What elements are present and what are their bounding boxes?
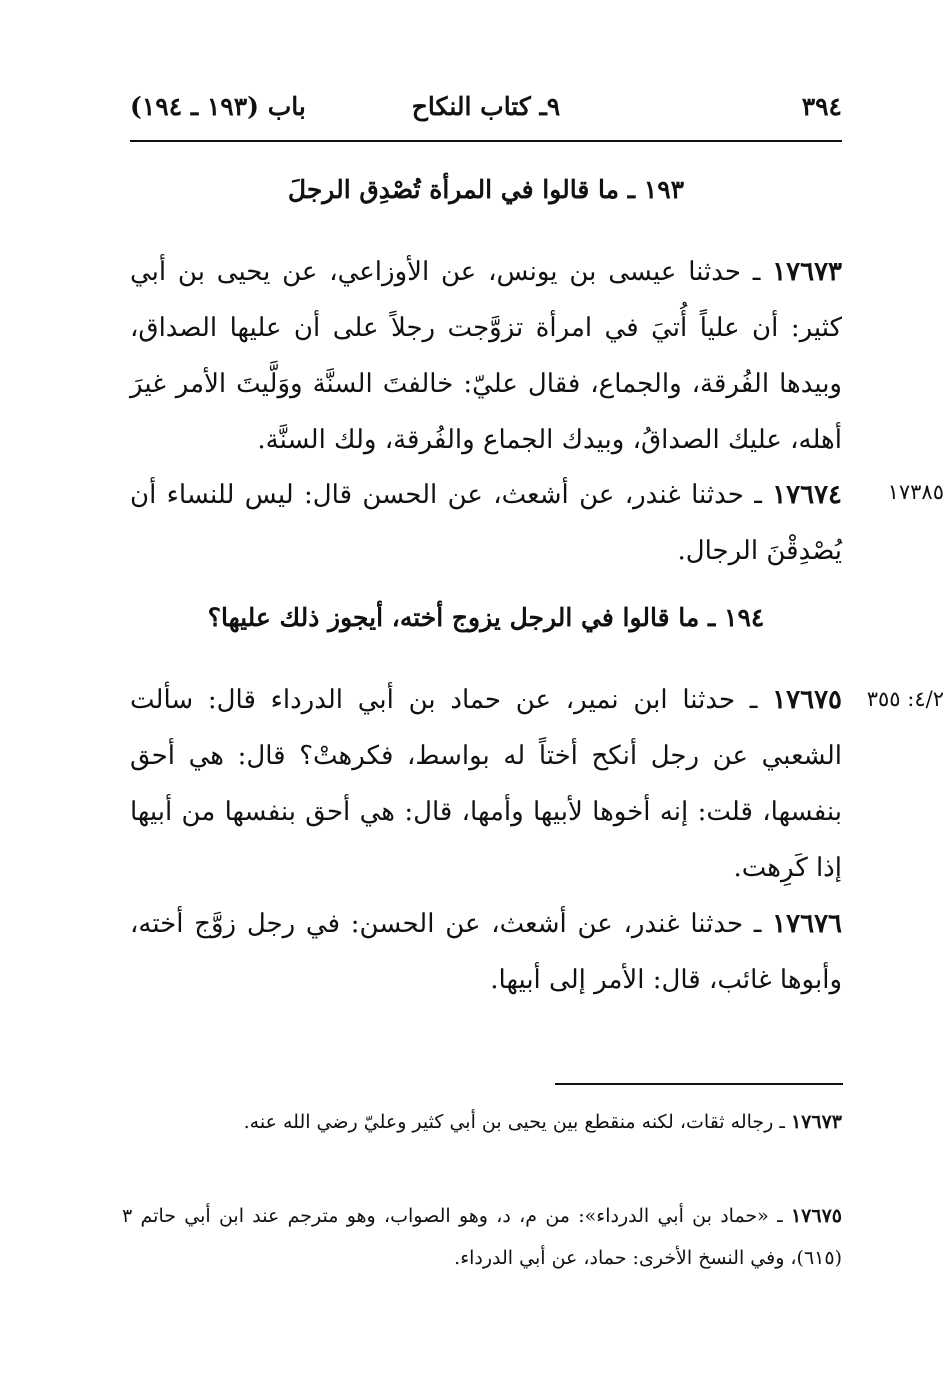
hadith-text: ـ حدثنا غندر، عن أشعث، عن الحسن: في رجل زوَّج أخته، وأبوها غائب، قال: الأمر إلى أبيها. bbox=[130, 909, 842, 995]
hadith-17675 bbox=[130, 672, 842, 896]
header-rule bbox=[130, 140, 842, 142]
footnote-number: ١٧٦٧٣ bbox=[790, 1111, 842, 1133]
footnote-text: ـ «حماد بن أبي الدرداء»: من م، د، وهو الصواب، وهو مترجم عند ابن أبي حاتم ٣ (٦١٥)، وفي النسخ الأخرى: حماد، عن أبي الدرداء. bbox=[122, 1205, 842, 1269]
margin-ref-17385: ١٧٣٨٥ bbox=[887, 480, 944, 504]
hadith-text: ـ حدثنا غندر، عن أشعث، عن الحسن قال: ليس للنساء أن يُصْدِقْنَ الرجال. bbox=[130, 480, 842, 566]
footnote-17675 bbox=[122, 1195, 842, 1279]
footnote-rule bbox=[555, 1083, 843, 1085]
hadith-17674 bbox=[130, 467, 842, 579]
hadith-number: ١٧٦٧٥ bbox=[772, 685, 843, 715]
margin-ref-4-2-355: ٤/٢: ٣٥٥ bbox=[866, 687, 944, 711]
chapter-title-194: ١٩٤ ـ ما قالوا في الرجل يزوج أخته، أيجوز ذلك عليها؟ bbox=[207, 603, 765, 632]
hadith-number: ١٧٦٧٣ bbox=[772, 257, 843, 287]
book-title: ٩ـ كتاب النكاح bbox=[411, 92, 561, 121]
hadith-text: ـ حدثنا عيسى بن يونس، عن الأوزاعي، عن يحيى بن أبي كثير: أن علياً أُتيَ في امرأة تزوَّجت رجلاً على أن عليها الصداق، وبيدها الفُرقة، والجماع، فقال عليّ: خالفتَ السنَّة ووَلَّيتَ الأمر غيرَ أهله، عليك الصداقُ، وبيدك الجماع والفُرقة، ولك السنَّة. bbox=[130, 257, 842, 455]
chapter-range: باب (١٩٣ ـ ١٩٤) bbox=[130, 92, 306, 121]
hadith-number: ١٧٦٧٦ bbox=[772, 909, 842, 939]
hadith-17676 bbox=[130, 896, 842, 1008]
chapter-title-193: ١٩٣ ـ ما قالوا في المرأة تُصْدِق الرجلَ bbox=[287, 175, 685, 204]
page-number: ٣٩٤ bbox=[801, 92, 842, 121]
running-header bbox=[130, 92, 842, 136]
footnote-17673 bbox=[122, 1101, 842, 1143]
hadith-number: ١٧٦٧٤ bbox=[772, 480, 843, 510]
hadith-text: ـ حدثنا ابن نمير، عن حماد بن أبي الدرداء قال: سألت الشعبي عن رجل أنكح أختاً له بواسط، فكرهتْ؟ قال: هي أحق بنفسها، قلت: إنه أخوها لأبيها وأمها، قال: هي أحق بنفسها من أبيها إذا كَرِهت. bbox=[130, 685, 842, 883]
footnote-number: ١٧٦٧٥ bbox=[790, 1205, 842, 1227]
hadith-17673 bbox=[130, 244, 842, 468]
footnote-text: ـ رجاله ثقات، لكنه منقطع بين يحيى بن أبي كثير وعليّ رضي الله عنه. bbox=[243, 1111, 785, 1133]
